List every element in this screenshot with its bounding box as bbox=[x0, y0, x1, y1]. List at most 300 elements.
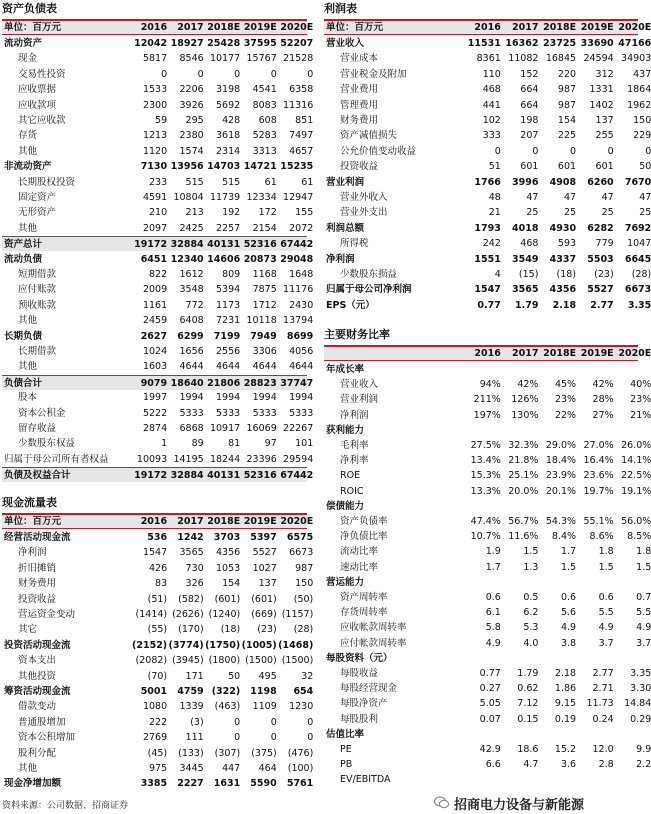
cashflow-cell: (582) bbox=[178, 593, 204, 605]
ratios-table-row bbox=[324, 362, 638, 377]
balance-cell: 12334 bbox=[246, 192, 277, 203]
cashflow-cell: 4356 bbox=[216, 547, 241, 559]
cashflow-row-label: 经营活动现金流 bbox=[4, 532, 71, 543]
cashflow-cell: 222 bbox=[149, 716, 168, 728]
balance-row-label: 短期借款 bbox=[18, 269, 57, 280]
balance-cell: 5333 bbox=[216, 407, 241, 419]
balance-cell: 8546 bbox=[179, 53, 204, 65]
ratios-table-row bbox=[324, 620, 651, 635]
balance-cell: 2097 bbox=[142, 222, 168, 234]
balance-cell: 851 bbox=[295, 115, 314, 126]
balance-cell: 1994 bbox=[216, 392, 241, 404]
ratios-cell: 1.5 bbox=[560, 561, 577, 573]
balance-row-label: 流动负债 bbox=[4, 253, 43, 265]
cashflow-year-header: 2020E bbox=[280, 516, 314, 527]
balance-cell: 15767 bbox=[246, 53, 277, 65]
cashflow-row-label: 普通股增加 bbox=[18, 716, 66, 728]
income-cell: 51 bbox=[488, 161, 501, 173]
ratios-cell: 18.4% bbox=[545, 455, 577, 467]
ratios-cell: 14.1% bbox=[621, 455, 651, 467]
balance-cell: 295 bbox=[185, 115, 204, 126]
ratios-table-row bbox=[324, 423, 638, 438]
balance-cell: 4056 bbox=[289, 346, 314, 357]
balance-cell: 19172 bbox=[134, 470, 168, 482]
income-year-header: 2017 bbox=[511, 22, 539, 33]
cashflow-cell: (1414) bbox=[135, 609, 168, 620]
balance-row-label: 少数股东权益 bbox=[18, 438, 76, 450]
income-cell: 16845 bbox=[545, 53, 577, 65]
cashflow-cell: (51) bbox=[147, 593, 168, 605]
ratios-cell: 5.5 bbox=[598, 607, 614, 619]
income-cell: 4930 bbox=[549, 222, 577, 234]
ratios-row-label: 每股净资产 bbox=[340, 698, 388, 710]
income-cell: 207 bbox=[520, 130, 539, 142]
ratios-cell: 0.24 bbox=[592, 713, 614, 725]
ratios-table-row bbox=[324, 575, 638, 590]
ratios-table-row bbox=[324, 605, 651, 620]
cashflow-cell: 730 bbox=[185, 562, 204, 574]
income-cell: 0 bbox=[494, 145, 501, 157]
balance-table-row bbox=[2, 36, 314, 51]
ratios-cell: 55.1% bbox=[583, 516, 614, 527]
income-table-row bbox=[324, 159, 651, 174]
cashflow-cell: 32 bbox=[301, 670, 314, 682]
ratios-cell: 0.6 bbox=[485, 592, 501, 603]
balance-table-row bbox=[2, 190, 314, 205]
balance-table-row bbox=[2, 67, 314, 82]
ratios-cell: 197% bbox=[473, 409, 501, 421]
balance-cell: 1994 bbox=[289, 392, 314, 404]
cashflow-cell: (1157) bbox=[281, 609, 314, 620]
cashflow-row-label: 净利润 bbox=[18, 547, 47, 559]
cashflow-cell: 5527 bbox=[252, 547, 277, 559]
income-year-header: 2019E bbox=[580, 22, 614, 33]
ratios-cell: 11.6% bbox=[508, 531, 539, 543]
ratios-cell: 27.0% bbox=[583, 440, 614, 451]
cashflow-table-row bbox=[2, 607, 314, 622]
cashflow-cell: 83 bbox=[155, 578, 168, 590]
ratios-cell: 42% bbox=[592, 379, 614, 391]
cashflow-cell: (45) bbox=[147, 747, 168, 759]
balance-cell: 8699 bbox=[286, 330, 314, 342]
balance-cell: 97 bbox=[264, 438, 277, 450]
cashflow-table-row bbox=[2, 669, 314, 684]
balance-cell: 5283 bbox=[252, 130, 277, 142]
income-table-row bbox=[324, 128, 651, 143]
cashflow-cell: 536 bbox=[147, 532, 168, 543]
cashflow-cell: (601) bbox=[214, 593, 241, 605]
balance-row-label: 长期股权投资 bbox=[18, 176, 76, 188]
income-table-row bbox=[324, 98, 651, 113]
cashflow-cell: (476) bbox=[287, 747, 314, 759]
ratios-cell: 3.8 bbox=[560, 637, 577, 649]
income-cell: 0.77 bbox=[477, 299, 501, 311]
balance-table-row bbox=[2, 436, 314, 451]
income-cell: 441 bbox=[482, 99, 501, 111]
ratios-cell: 56.7% bbox=[508, 516, 539, 527]
cashflow-cell: 3385 bbox=[140, 778, 168, 790]
ratios-table-row bbox=[324, 727, 638, 742]
ratios-cell: 13.4% bbox=[470, 455, 501, 467]
ratios-table-row bbox=[324, 681, 651, 696]
balance-row-label: 交易性投资 bbox=[18, 68, 66, 80]
ratios-cell: 0.07 bbox=[479, 713, 501, 725]
balance-cell: 6299 bbox=[177, 330, 204, 342]
ratios-table-row bbox=[324, 408, 651, 423]
income-cell: 7670 bbox=[624, 176, 651, 188]
ratios-cell: 11.73 bbox=[586, 698, 614, 710]
ratios-table-row bbox=[324, 438, 651, 453]
balance-cell: 5333 bbox=[289, 407, 314, 419]
ratios-row-label: ROE bbox=[340, 470, 361, 482]
wechat-icon bbox=[434, 796, 449, 809]
income-cell: 6282 bbox=[587, 222, 614, 234]
ratios-cell: 1.3 bbox=[523, 561, 539, 573]
ratios-cell: 19.1% bbox=[621, 485, 651, 497]
cashflow-unit-label: 单位：百万元 bbox=[4, 516, 62, 527]
balance-unit-label: 单位：百万元 bbox=[4, 22, 62, 33]
ratios-table-row bbox=[324, 772, 638, 787]
balance-year-header: 2017 bbox=[177, 22, 204, 33]
cashflow-row-label: 投资收益 bbox=[18, 593, 57, 605]
balance-cell: 4644 bbox=[289, 361, 314, 373]
income-row-label: 营业外支出 bbox=[340, 207, 388, 219]
balance-cell: 4644 bbox=[179, 361, 204, 373]
balance-cell: 5692 bbox=[216, 99, 241, 111]
ratios-table-row bbox=[324, 712, 651, 727]
ratios-year-header: 2016 bbox=[474, 348, 501, 359]
balance-cell: 608 bbox=[258, 115, 277, 126]
balance-cell: 32884 bbox=[170, 470, 204, 482]
ratios-cell: 7.12 bbox=[517, 698, 539, 710]
balance-cell: 3548 bbox=[179, 284, 204, 296]
income-row-label: 营业税金及附加 bbox=[340, 68, 407, 80]
ratios-cell: 1.9 bbox=[485, 546, 501, 558]
balance-cell: 0 bbox=[197, 68, 204, 80]
cashflow-cell: 1080 bbox=[142, 701, 168, 713]
income-year-header: 2020E bbox=[618, 22, 651, 33]
income-cell: 48 bbox=[488, 192, 501, 203]
income-table-row bbox=[324, 221, 651, 236]
cashflow-cell: (1240) bbox=[208, 609, 241, 620]
balance-cell: 428 bbox=[222, 115, 241, 126]
ratios-table-row bbox=[324, 757, 651, 772]
income-table-row bbox=[324, 82, 651, 97]
income-table-row bbox=[324, 267, 651, 282]
cashflow-year-header: 2016 bbox=[140, 516, 168, 527]
cashflow-row-label: 股利分配 bbox=[18, 747, 57, 759]
ratios-row-label: 速动比率 bbox=[340, 561, 379, 573]
cashflow-cell: 5590 bbox=[250, 778, 277, 790]
income-table-row bbox=[324, 205, 651, 220]
ratios-cell: 6.2 bbox=[523, 607, 539, 619]
cashflow-cell: (1468) bbox=[278, 639, 314, 651]
ratios-cell: 13.3% bbox=[470, 485, 501, 497]
income-table-row bbox=[324, 67, 651, 82]
ratios-table-row bbox=[324, 651, 638, 666]
ratios-cell: 1.5 bbox=[523, 546, 539, 558]
income-cell: 0 bbox=[532, 145, 539, 157]
balance-cell: 22267 bbox=[283, 423, 314, 434]
balance-cell: 3313 bbox=[252, 145, 277, 157]
balance-row-label: 应收款项 bbox=[18, 99, 57, 111]
cashflow-table-row bbox=[2, 622, 314, 637]
income-cell: 4337 bbox=[549, 253, 577, 265]
ratios-cell: 8.4% bbox=[551, 531, 577, 543]
balance-cell: 515 bbox=[185, 176, 204, 188]
balance-table-row bbox=[2, 159, 314, 174]
balance-cell: 0 bbox=[270, 68, 277, 80]
cashflow-table-row bbox=[2, 699, 314, 714]
income-cell: 50 bbox=[639, 161, 651, 173]
income-cell: (23) bbox=[594, 269, 614, 280]
balance-cell: 59 bbox=[155, 115, 168, 126]
ratios-row-label: 存货周转率 bbox=[340, 607, 388, 619]
balance-cell: 15235 bbox=[280, 161, 314, 173]
ratios-cell: 5.3 bbox=[523, 622, 539, 634]
cashflow-row-label: 借款变动 bbox=[18, 701, 57, 713]
balance-cell: 40131 bbox=[207, 470, 241, 482]
balance-cell: 155 bbox=[295, 207, 314, 219]
ratios-table-row bbox=[324, 696, 651, 711]
cashflow-cell: 0 bbox=[307, 716, 314, 728]
balance-row-label: 股本 bbox=[18, 392, 38, 404]
cashflow-cell: 5397 bbox=[250, 532, 277, 543]
cashflow-cell: 150 bbox=[295, 578, 314, 590]
balance-cell: 809 bbox=[222, 269, 241, 280]
balance-cell: 7497 bbox=[289, 130, 314, 142]
cashflow-cell: 6673 bbox=[289, 547, 314, 559]
income-cell: 664 bbox=[520, 84, 539, 96]
balance-row-label: 长期负债 bbox=[4, 330, 43, 342]
cashflow-cell: 3703 bbox=[213, 532, 241, 543]
ratios-row-label: 营业利润 bbox=[340, 394, 379, 406]
cashflow-table-row bbox=[2, 561, 314, 576]
balance-cell: 2009 bbox=[142, 284, 168, 296]
balance-row-label: 应收票据 bbox=[18, 84, 57, 96]
cashflow-table-row bbox=[2, 576, 314, 591]
ratios-row-label: 每股收益 bbox=[340, 668, 379, 679]
ratios-table-row bbox=[324, 590, 651, 605]
ratios-cell: 6.6 bbox=[485, 759, 501, 771]
ratios-cell: 12.0 bbox=[592, 744, 614, 755]
balance-cell: 3926 bbox=[179, 99, 204, 111]
cashflow-cell: (55) bbox=[147, 624, 168, 636]
income-row-label: 利润总额 bbox=[326, 222, 365, 234]
balance-row-label: 长期借款 bbox=[18, 346, 57, 357]
balance-cell: 1 bbox=[161, 438, 168, 450]
income-row-label: 资产减值损失 bbox=[340, 130, 398, 142]
ratios-cell: 25.1% bbox=[508, 470, 539, 482]
balance-cell: 21528 bbox=[283, 53, 314, 65]
ratios-table-row bbox=[324, 392, 651, 407]
ratios-cell: 1.5 bbox=[598, 561, 614, 573]
balance-cell: 2459 bbox=[142, 315, 168, 327]
cashflow-cell: (170) bbox=[178, 624, 204, 636]
balance-cell: 10917 bbox=[209, 423, 241, 434]
income-cell: 1551 bbox=[474, 253, 501, 265]
ratios-row-label: 流动比率 bbox=[340, 546, 379, 558]
ratios-cell: 23% bbox=[554, 394, 577, 406]
ratios-cell: 21.8% bbox=[508, 455, 539, 467]
balance-table-row bbox=[2, 221, 314, 236]
cashflow-cell: 1198 bbox=[250, 686, 277, 697]
income-table-row bbox=[324, 51, 651, 66]
balance-cell: 89 bbox=[191, 438, 204, 450]
ratios-cell: 5.6 bbox=[560, 607, 577, 619]
ratios-cell: 0.19 bbox=[554, 713, 577, 725]
income-cell: 779 bbox=[595, 238, 614, 250]
balance-cell: 6408 bbox=[179, 315, 204, 327]
income-cell: (18) bbox=[556, 269, 577, 280]
cashflow-table-row bbox=[2, 530, 314, 545]
income-row-label: 营业费用 bbox=[340, 84, 379, 96]
income-table-row bbox=[324, 236, 651, 251]
ratios-cell: 1.79 bbox=[517, 668, 539, 679]
income-cell: 3565 bbox=[511, 284, 539, 296]
income-row-label: 营业收入 bbox=[326, 38, 365, 49]
ratios-cell: 26.0% bbox=[621, 440, 651, 451]
income-cell: 154 bbox=[557, 115, 577, 126]
balance-cell: 4541 bbox=[252, 84, 277, 96]
ratios-cell: 0.6 bbox=[560, 592, 577, 603]
cashflow-cell: (100) bbox=[287, 763, 314, 774]
income-table-row bbox=[324, 144, 651, 159]
balance-cell: 5394 bbox=[216, 284, 241, 296]
income-table-row bbox=[324, 282, 651, 297]
balance-cell: 2425 bbox=[179, 222, 204, 234]
balance-cell: 2314 bbox=[216, 145, 241, 157]
income-cell: (15) bbox=[518, 269, 539, 280]
ratios-table-row bbox=[324, 636, 651, 651]
income-cell: 102 bbox=[482, 115, 501, 126]
balance-cell: 772 bbox=[185, 299, 204, 311]
balance-cell: 2154 bbox=[252, 222, 277, 234]
watermark-text: 招商电力设备与新能源 bbox=[454, 798, 585, 813]
income-cell: 47 bbox=[601, 192, 614, 203]
cashflow-cell: 1631 bbox=[213, 778, 241, 790]
income-unit-label: 单位：百万元 bbox=[326, 22, 384, 33]
balance-table-row bbox=[2, 421, 314, 436]
income-cell: 5503 bbox=[587, 253, 614, 265]
cashflow-table-row bbox=[2, 638, 314, 653]
balance-cell: 4644 bbox=[252, 361, 277, 373]
ratios-cell: 4.9 bbox=[598, 622, 614, 634]
balance-cell: 0 bbox=[307, 68, 314, 80]
balance-cell: 52316 bbox=[243, 470, 277, 482]
cashflow-cell: (28) bbox=[293, 624, 314, 636]
income-cell: 3.35 bbox=[627, 299, 651, 311]
cashflow-cell: 326 bbox=[185, 578, 204, 590]
income-cell: 1331 bbox=[589, 84, 614, 96]
balance-cell: 1024 bbox=[142, 346, 168, 357]
income-year-header: 2016 bbox=[474, 22, 501, 33]
cashflow-cell: (133) bbox=[178, 747, 204, 759]
ratios-row-label: 应付帐款周转率 bbox=[340, 637, 407, 649]
balance-row-label: 其他 bbox=[18, 222, 38, 234]
balance-cell: 1533 bbox=[142, 84, 168, 96]
balance-cell: 61 bbox=[301, 176, 314, 188]
ratios-table-row bbox=[324, 484, 651, 499]
balance-row-label: 其他 bbox=[18, 145, 38, 157]
balance-cell: 18640 bbox=[170, 377, 204, 389]
balance-cell: 1994 bbox=[252, 392, 277, 404]
cashflow-cell: 1109 bbox=[252, 701, 277, 713]
ratios-cell: 19.7% bbox=[583, 485, 614, 497]
cashflow-year-header: 2017 bbox=[177, 516, 204, 527]
income-cell: 4018 bbox=[511, 222, 539, 234]
ratios-cell: 14.84 bbox=[624, 698, 651, 710]
ratios-cell: 4.9 bbox=[636, 622, 651, 634]
cashflow-cell: (2626) bbox=[172, 609, 204, 620]
balance-cell: 233 bbox=[149, 176, 168, 188]
balance-cell: 3618 bbox=[216, 130, 241, 142]
balance-cell: 1612 bbox=[179, 269, 204, 280]
ratios-row-label: 年成长率 bbox=[326, 364, 365, 375]
ratios-row-label: EV/EBITDA bbox=[340, 774, 391, 786]
balance-cell: 11316 bbox=[283, 99, 314, 111]
ratios-cell: 32.3% bbox=[508, 440, 539, 451]
ratios-row-label: 偿债能力 bbox=[326, 500, 365, 512]
balance-table-row bbox=[2, 406, 314, 421]
ratios-cell: 0.5 bbox=[523, 592, 539, 603]
ratios-cell: 15.2 bbox=[554, 744, 577, 755]
balance-cell: 10177 bbox=[209, 53, 241, 65]
ratios-cell: 47.4% bbox=[470, 516, 501, 527]
income-cell: 5527 bbox=[587, 284, 614, 296]
balance-cell: 2874 bbox=[142, 423, 168, 434]
balance-table-row bbox=[2, 252, 314, 267]
balance-cell: 18244 bbox=[209, 453, 241, 465]
balance-cell: 7231 bbox=[216, 315, 241, 327]
ratios-cell: 5.05 bbox=[479, 698, 501, 710]
balance-cell: 32884 bbox=[170, 239, 204, 251]
balance-cell: 20873 bbox=[243, 253, 277, 265]
balance-cell: 40131 bbox=[207, 239, 241, 251]
balance-table-row bbox=[2, 282, 314, 297]
ratios-cell: 1.8 bbox=[636, 546, 651, 558]
income-cell: 7692 bbox=[624, 222, 651, 234]
ratios-cell: 1.5 bbox=[636, 561, 651, 573]
balance-row-label: 资产总计 bbox=[4, 239, 43, 251]
balance-header-row bbox=[2, 19, 314, 35]
cashflow-table-row bbox=[2, 730, 314, 745]
income-cell: 593 bbox=[557, 238, 577, 250]
ratios-cell: 3.7 bbox=[598, 637, 614, 649]
balance-row-label: 其他 bbox=[18, 315, 38, 327]
ratios-cell: 22.5% bbox=[621, 470, 651, 482]
ratios-row-label: 营业收入 bbox=[340, 379, 379, 391]
ratios-cell: 5.5 bbox=[636, 607, 651, 619]
balance-table-row bbox=[2, 113, 314, 128]
balance-row-label: 非流动资产 bbox=[4, 161, 52, 173]
income-row-label: 所得税 bbox=[340, 238, 369, 250]
balance-cell: 7875 bbox=[252, 284, 277, 296]
balance-cell: 5333 bbox=[252, 407, 277, 419]
cashflow-cell: (50) bbox=[293, 593, 314, 605]
ratios-cell: 16.4% bbox=[583, 455, 614, 467]
balance-cell: 11739 bbox=[209, 192, 241, 203]
balance-row-label: 固定资产 bbox=[18, 192, 57, 203]
balance-cell: 1648 bbox=[289, 269, 314, 280]
cashflow-cell: (3) bbox=[190, 716, 204, 728]
financial-ratios-title: 主要财务比率 bbox=[324, 328, 390, 341]
cashflow-cell: (3945) bbox=[172, 655, 204, 667]
income-cell: 312 bbox=[595, 68, 614, 80]
balance-row-label: 归属于母公司所有者权益 bbox=[4, 453, 109, 465]
ratios-table-row bbox=[324, 560, 651, 575]
balance-table-row bbox=[2, 236, 314, 251]
